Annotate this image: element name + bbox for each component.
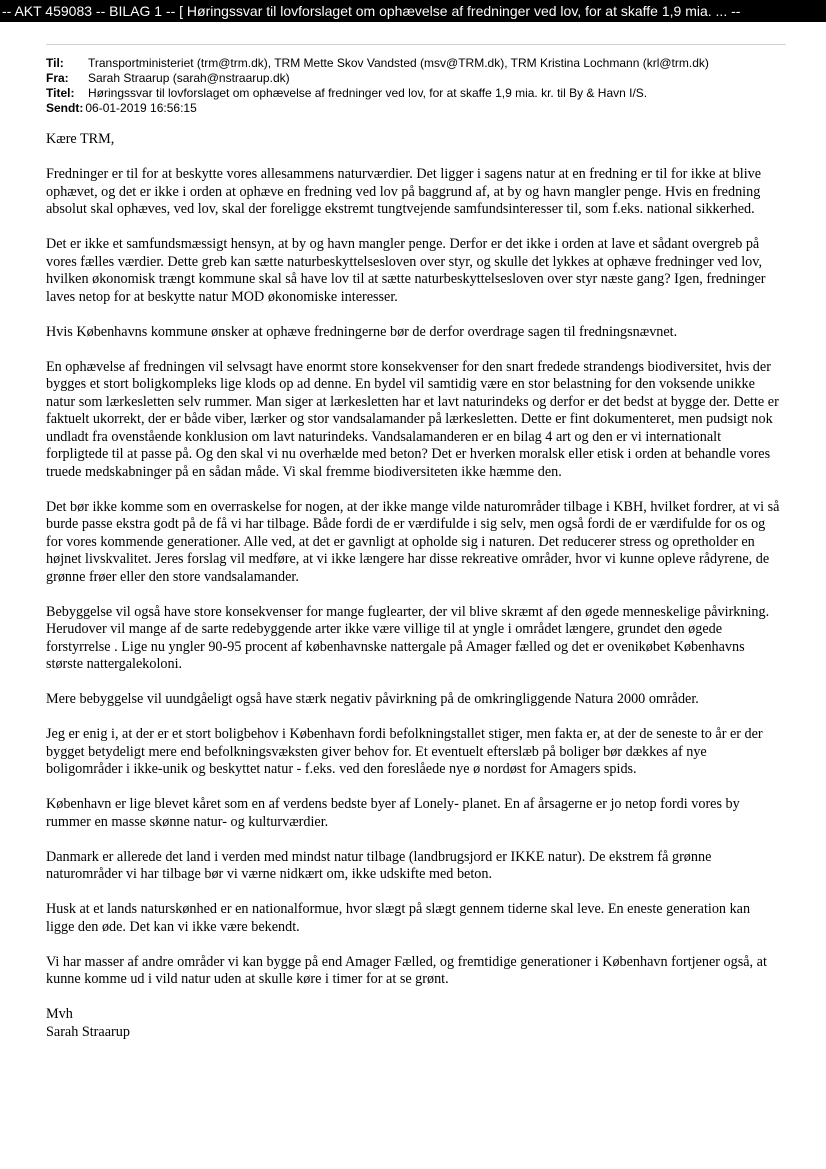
title-value: Høringssvar til lovforslaget om ophævelse af fredninger ved lov, for at skaffe 1,9 mia. kr. til By & Havn I/S. [88,86,648,100]
title-row [46,86,806,101]
to-row [46,56,806,71]
body-paragraph: Mere bebyggelse vil uundgåeligt også have stærk negativ påvirkning på de omkringliggende Natura 2000 områder. [46,691,699,707]
body-paragraph: Hvis Københavns kommune ønsker at ophæve fredningerne bør de derfor overdrage sagen til fredningsnævnet. [46,323,678,340]
document-banner: -- AKT 459083 -- BILAG 1 -- [ Høringssvar til lovforslaget om ophævelse af fredninger ved lov, for at skaffe 1,9 mia. ... -- [0,0,826,22]
body-paragraph: Fredninger er til for at beskytte vores allesammens naturværdier. Det ligger i sagens natur at en fredning er til for ikke at blive ophævet, og det er ikke i orden at ophæve en fredning ved lov på baggrund af, at by og havn mangler penge. Hvis en fredning absolut skal ophæves, ved lov, skal der foreligge ekstremt tungtvejende samfundsinteresser til, som f.eks. national sikkerhed. [46,166,762,217]
to-label: Til: [46,56,64,70]
body-paragraph: Bebyggelse vil også have store konsekvenser for mange fuglearter, der vil blive skræmt af den øgede menneskelige påvirkning. Herudover vil mange af de sarte redebyggende arter ikke være villige til at yngle i området længere, grundet den øgede forstyrrelse . Lige nu yngler 90-95 procent af københavnske nattergale på Amager fælled og det er ovenikøbet Københavns største nattergalekoloni. [46,603,770,672]
from-label: Fra: [46,71,69,85]
body-paragraph: Jeg er enig i, at der er et stort boligbehov i København fordi befolkningstallet stiger, men fakta er, at der de seneste to år er der bygget betydeligt mere end befolkningsvæksten giver behov for. Et eventuelt efterslæb på boliger bør dækkes af nye boligområder i ikke-unik og beskyttet natur - f.eks. ved den foreslåede nye ø nordøst for Amagers spids. [46,726,763,777]
body-paragraph: København er lige blevet kåret som en af verdens bedste byer af Lonely- planet. En af årsagerne er jo netop fordi vores by rummer en masse skønne natur- og kulturværdier. [46,796,740,830]
from-value: Sarah Straarup (sarah@nstraarup.dk) [88,71,290,85]
email-headers [46,56,806,116]
sent-label: Sendt: [46,101,84,115]
sent-row [46,101,806,116]
from-row [46,71,806,86]
body-paragraph: Det bør ikke komme som en overraskelse for nogen, at der ikke mange vilde naturområder tilbage i KBH, hvilket fordrer, at vi så burde passe ekstra godt på de få vi har tilbage. Både fordi de er værdifulde i sig selv, men også fordi de er værdifulde for os og for vores kommende generationer. Alle ved, at det er gavnligt at opholde sig i naturen. Det reducerer stress og opretholder en højnet livskvalitet. Jeres forslag vil medføre, at vi ikke længere har disse rekreative områder, hvor vi kunne opleve rådyrene, de grønne frøer eller den store vandsalamander. [46,498,780,585]
body-paragraph: Vi har masser af andre områder vi kan bygge på end Amager Fælled, og fremtidige generationer i København fortjener også, at kunne komme ud i vild natur uden at skulle køre i timer for at se grønt. [46,953,767,987]
to-value: Transportministeriet (trm@trm.dk), TRM Mette Skov Vandsted (msv@TRM.dk), TRM Kristina Lochmann (krl@trm.dk) [88,56,709,70]
body-paragraph: Husk at et lands naturskønhed er en nationalformue, hvor slægt på slægt gennem tiderne skal leve. En eneste generation kan ligge den øde. Det kan vi ikke være bekendt. [46,901,751,935]
body-paragraph: Danmark er allerede det land i verden med mindst natur tilbage (landbrugsjord er IKKE natur). De ekstrem få grønne naturområder vi har tilbage bør vi værne nidkært om, ikke udskifte med beton. [46,848,712,882]
body-paragraph: Det er ikke et samfundsmæssigt hensyn, at by og havn mangler penge. Derfor er det ikke i orden at lave et sådant overgreb på vores fælles værdier. Dette greb kan sætte naturbeskyttelsesloven over styr, og skulle det lykkes at ophæve fredninger ved lov, hvilken økonomisk trængt kommune skal så have lov til at sætte naturbeskyttelsesloven over styr næste gang? Igen, fredninger laves netop for at beskytte natur MOD økonomiske interesser. [46,236,766,305]
email-body [46,131,780,1041]
body-paragraph: En ophævelse af fredningen vil selvsagt have enormt store konsekvenser for den snart fredede strandengs biodiversitet, hvis der bygges et stort boligkompleks lige klods op ad denne. En bydel vil samtidig være en stor belastning for den voksende unikke natur som lærkesletten selv rummer. Man siger at lærkesletten har et lavt naturindeks og derfor er det bedst at bygge der. Dette er faktuelt ukorrekt, der er både viber, lærker og stor vandsalamander på lærkesletten. Dette er fint dokumenteret, men pudsigt nok undladt fra ovenstående konklusion om lavt naturindeks. Vandsalamanderen er en bilag 4 art og den er vi internationalt forpligtede til at passe på. Og den skal vi nu overhælde med beton? Det er hverken moralsk eller etisk i orden at behandle vores truede medskabninger på en sådan måde. Vi skal fremme biodiversiteten ikke hæmme den. [46,358,779,480]
sent-value: 06-01-2019 16:56:15 [85,101,197,115]
closing: Mvh [46,1006,73,1022]
divider [46,44,786,45]
signature: Sarah Straarup [46,1023,130,1040]
greeting: Kære TRM, [46,131,115,147]
title-label: Titel: [46,86,75,100]
